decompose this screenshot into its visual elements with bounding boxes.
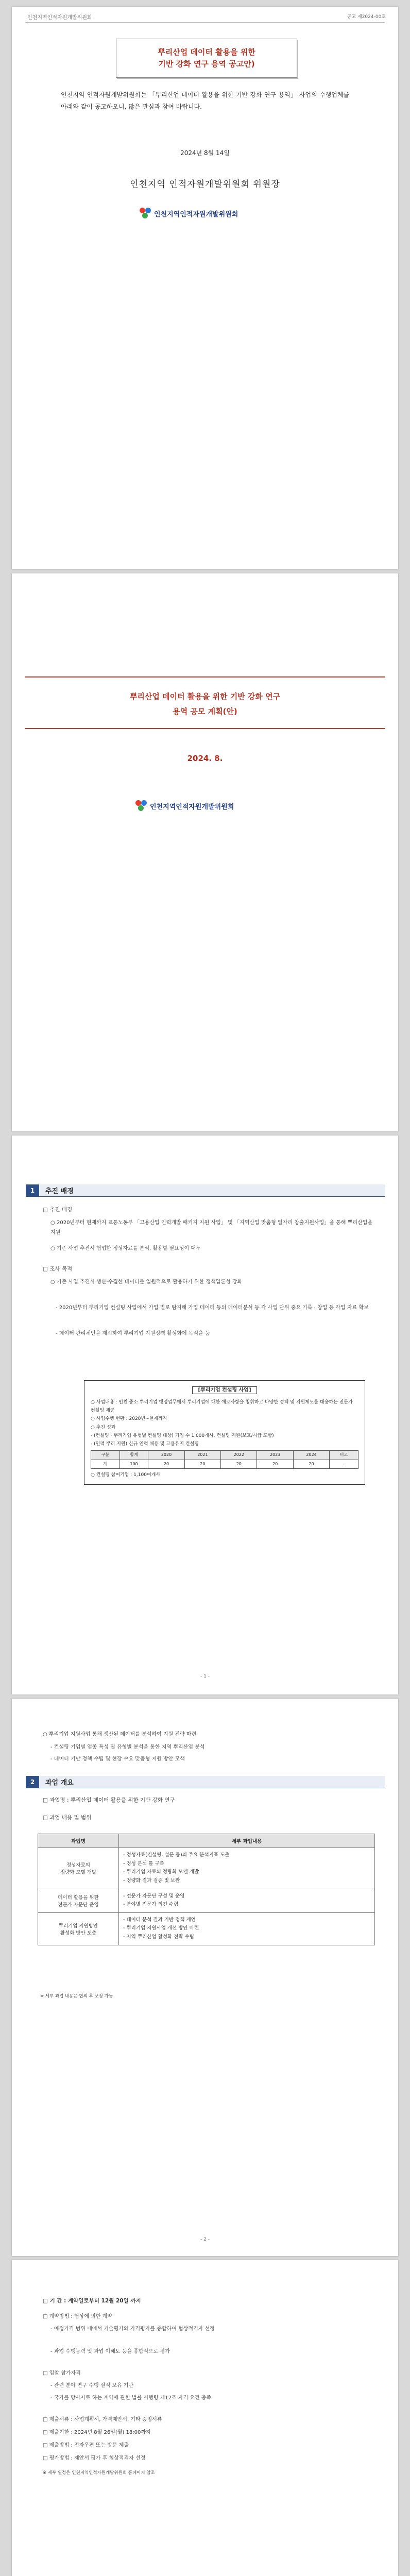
table-cell: - 전문가 자문단 구성 및 운영 - 분야별 전문가 의견 수렴 xyxy=(119,1889,375,1912)
paragraph: - 데이터 기반 정책 수립 및 현장 수요 맞춤형 지원 방안 모색 xyxy=(50,1756,185,1762)
box-line: ○ 추진 성과 xyxy=(91,1425,116,1430)
box-title: [뿌리기업 컨설팅 사업] xyxy=(192,1386,257,1394)
table-header-cell: 구분 xyxy=(91,1451,120,1460)
table-cell: - xyxy=(330,1460,358,1468)
subheading: □ 추진 배경 xyxy=(43,1207,73,1213)
notice-title-line1: 뿌리산업 데이터 활용을 위한 xyxy=(158,47,255,57)
table-header-cell: 2024 xyxy=(293,1451,329,1460)
box-line: ○ 사업내용 : 인천 중소 뿌리기업 행정업무에서 뿌리기업에 대한 애로사항을 청취하고 다양한 정책 및 지원제도를 대응하는 전문가 컨설팅 제공 xyxy=(91,1400,353,1414)
header-org: 인천지역인적자원개발위원회 xyxy=(27,15,92,21)
notice-body: 인천지역 인적자원개발위원회는 「뿌리산업 데이터 활용을 위한 기반 강화 연구 용역」 사업의 수행업체를 아래와 같이 공고하오니, 많은 관심과 참여 바랍니다. xyxy=(61,91,349,111)
table-cell: 정성자료의 정량화 모델 개발 xyxy=(38,1848,119,1889)
table-cell: 20 xyxy=(293,1460,329,1468)
paragraph: □ 제출서류 : 사업계획서, 가격제안서, 기타 증빙서류 xyxy=(43,2417,162,2422)
page-background xyxy=(12,1136,398,1694)
section-number: 1 xyxy=(26,1184,39,1197)
table-cell: 20 xyxy=(257,1460,293,1468)
table-header-cell: 과업명 xyxy=(38,1834,119,1848)
table-header-cell: 비고 xyxy=(330,1451,358,1460)
org-logo xyxy=(140,208,238,219)
notice-date: 2024년 8월 14일 xyxy=(180,149,230,157)
paragraph: □ 제출방법 : 전자우편 또는 방문 제출 xyxy=(43,2443,129,2448)
page-schedule xyxy=(12,2260,398,2576)
notice-signer: 인천지역 인적자원개발위원회 위원장 xyxy=(130,179,280,190)
paragraph: ○ 뿌리기업 지원사업 통해 생산된 데이터를 분석하여 지원 전략 마련 xyxy=(43,1732,197,1737)
cover-title-line1: 뿌리산업 데이터 활용을 위한 기반 강화 연구 xyxy=(129,692,281,701)
logo-mark-icon xyxy=(140,208,151,219)
subheading: □ 과업명 : 뿌리산업 데이터 활용을 위한 기반 강화 연구 xyxy=(43,1797,175,1803)
section-title: 추진 배경 xyxy=(39,1184,385,1197)
note: ※ 세부 일정은 인천지역인적자원개발위원회 홈페이지 참조 xyxy=(43,2470,155,2476)
paragraph: ○ 2020년부터 현재까지 교통노동부 「고용산업 인력개발 패키지 지원 사업」 및 「지역산업 맞춤형 일자리 창출지원사업」을 통해 뿌리산업을 지원 xyxy=(50,1220,372,1235)
table-cell: - 데이터 분석 결과 기반 정책 제언 - 뿌리기업 지원사업 개선 방안 마련 - 지역 뿌리산업 활성화 전략 수립 xyxy=(119,1912,375,1945)
paragraph: - 국가를 당사자로 하는 계약에 관한 법률 시행령 제12조 자격 요건 충족 xyxy=(50,2395,212,2401)
table-header-cell: 합계 xyxy=(119,1451,148,1460)
box-line: ○ 컨설팅 참여기업 : 1,100여개사 xyxy=(91,1472,161,1478)
notice-title-line2: 기반 강화 연구 용역 공고안) xyxy=(158,59,255,69)
table-cell: 20 xyxy=(184,1460,220,1468)
status-table xyxy=(91,1450,358,1469)
cover-rule-top xyxy=(25,676,385,677)
paragraph: - 데이터 관리체인을 제시하여 뿌리기업 지원정책 활성화에 목적을 둠 xyxy=(56,1331,210,1336)
table-cell: 20 xyxy=(221,1460,257,1468)
paragraph: - 과업 수행능력 및 과업 이해도 등을 종합적으로 평가 xyxy=(50,2349,170,2354)
cover-year: 2024. 8. xyxy=(187,754,223,763)
subheading: □ 기 간 : 계약일로부터 12월 20일 까지 xyxy=(43,2298,141,2304)
page-overview xyxy=(12,1699,398,2256)
table-cell: 데이터 활용을 위한 전문가 자문단 운영 xyxy=(38,1889,119,1912)
page-notice xyxy=(12,7,398,569)
paragraph: □ 계약방법 : 협상에 의한 계약 xyxy=(43,2314,112,2319)
section-number: 2 xyxy=(26,1776,39,1788)
section-heading-background xyxy=(26,1184,385,1197)
paragraph: - 예정가격 범위 내에서 기술평가와 가격평가를 종합하여 협상적격자 선정 xyxy=(50,2326,215,2332)
table-cell: 계 xyxy=(91,1460,120,1468)
table-cell: 20 xyxy=(148,1460,184,1468)
section-heading-overview xyxy=(26,1776,385,1788)
page-number: - 2 - xyxy=(200,2237,210,2242)
subheading: □ 과업 내용 및 범위 xyxy=(43,1815,92,1821)
paragraph: ○ 기존 사업 추진시 생산·수집한 데이터를 일원적으로 활용하기 위한 정책입론성 강화 xyxy=(50,1279,243,1285)
cover-title-line2: 용역 공모 계획(안) xyxy=(173,706,237,716)
table-cell: 100 xyxy=(119,1460,148,1468)
table-row xyxy=(38,1848,375,1889)
table-header-cell: 세부 과업내용 xyxy=(119,1834,375,1848)
header-code: 공고 제2024-00호 xyxy=(347,14,386,20)
paragraph: ○ 기존 사업 추진시 협업한 정성자료를 분석, 활용할 필요성이 대두 xyxy=(50,1246,201,1251)
table-header-cell: 2021 xyxy=(184,1451,220,1460)
paragraph: □ 제출기한 : 2024년 8월 26일(월) 18:00까지 xyxy=(43,2430,151,2435)
paragraph: - 관련 분야 연구 수행 실적 보유 기관 xyxy=(50,2383,134,2388)
logo-text: 인천지역인적자원개발위원회 xyxy=(154,210,238,218)
box-line: - (컨설팅 · 뿌리기업 유형별 컨설팅 대상) 기업 수 1,000개사, 컨설팅 지원(보호/시급 포함) xyxy=(91,1433,274,1438)
table-cell: 뿌리기업 지원방안 활성화 방안 도출 xyxy=(38,1912,119,1945)
header-divider xyxy=(25,22,385,23)
paragraph: □ 평가방법 : 제안서 평가 후 협상적격자 선정 xyxy=(43,2455,146,2461)
table-row xyxy=(38,1889,375,1912)
table-header-cell: 2022 xyxy=(221,1451,257,1460)
table-header-cell: 2023 xyxy=(257,1451,293,1460)
logo-mark-icon xyxy=(135,800,147,811)
table-header-cell: 2020 xyxy=(148,1451,184,1460)
box-line: ○ 사업수행 현황 : 2020년~현재까지 xyxy=(91,1416,167,1422)
subheading: □ 조사 목적 xyxy=(43,1266,73,1272)
page-cover xyxy=(12,573,398,1131)
box-line: - (인력 뿌리 지원) 신규 인력 채용 및 고용유지 컨설팅 xyxy=(91,1441,199,1447)
section-title: 과업 개요 xyxy=(39,1776,385,1788)
cover-title xyxy=(12,689,398,719)
table-cell: - 정성자료(컨설팅, 설문 등)의 주요 분석지표 도출 - 정성 분석 틀 구축 - 뿌리기업 자료의 정량화 모델 개발 - 정량화 결과 검증 및 보완 xyxy=(119,1848,375,1889)
cover-rule-bottom xyxy=(25,728,385,729)
page-number: - 1 - xyxy=(200,1674,210,1679)
table-row xyxy=(38,1912,375,1945)
paragraph: □ 입찰 참가자격 xyxy=(43,2370,81,2376)
task-table xyxy=(38,1834,375,1945)
consulting-status-box xyxy=(84,1380,365,1485)
paragraph: - 컨설팅 기업별 업종 특성 및 유형별 분석을 통한 지역 뿌리산업 분석 xyxy=(50,1744,205,1750)
paragraph: - 2020년부터 뿌리기업 컨설팅 사업에서 가업 별로 탐지해 가업 데이터 등의 데이터분석 등 각 사업 단위 중요 기록 · 창업 등 각업 자료 확보 xyxy=(56,1305,369,1311)
table-note: ※ 세부 과업 내용은 협의 후 조정 가능 xyxy=(40,1994,113,1999)
cover-logo xyxy=(135,800,234,811)
logo-text: 인천지역인적자원개발위원회 xyxy=(150,803,234,811)
notice-title-box xyxy=(116,39,297,78)
